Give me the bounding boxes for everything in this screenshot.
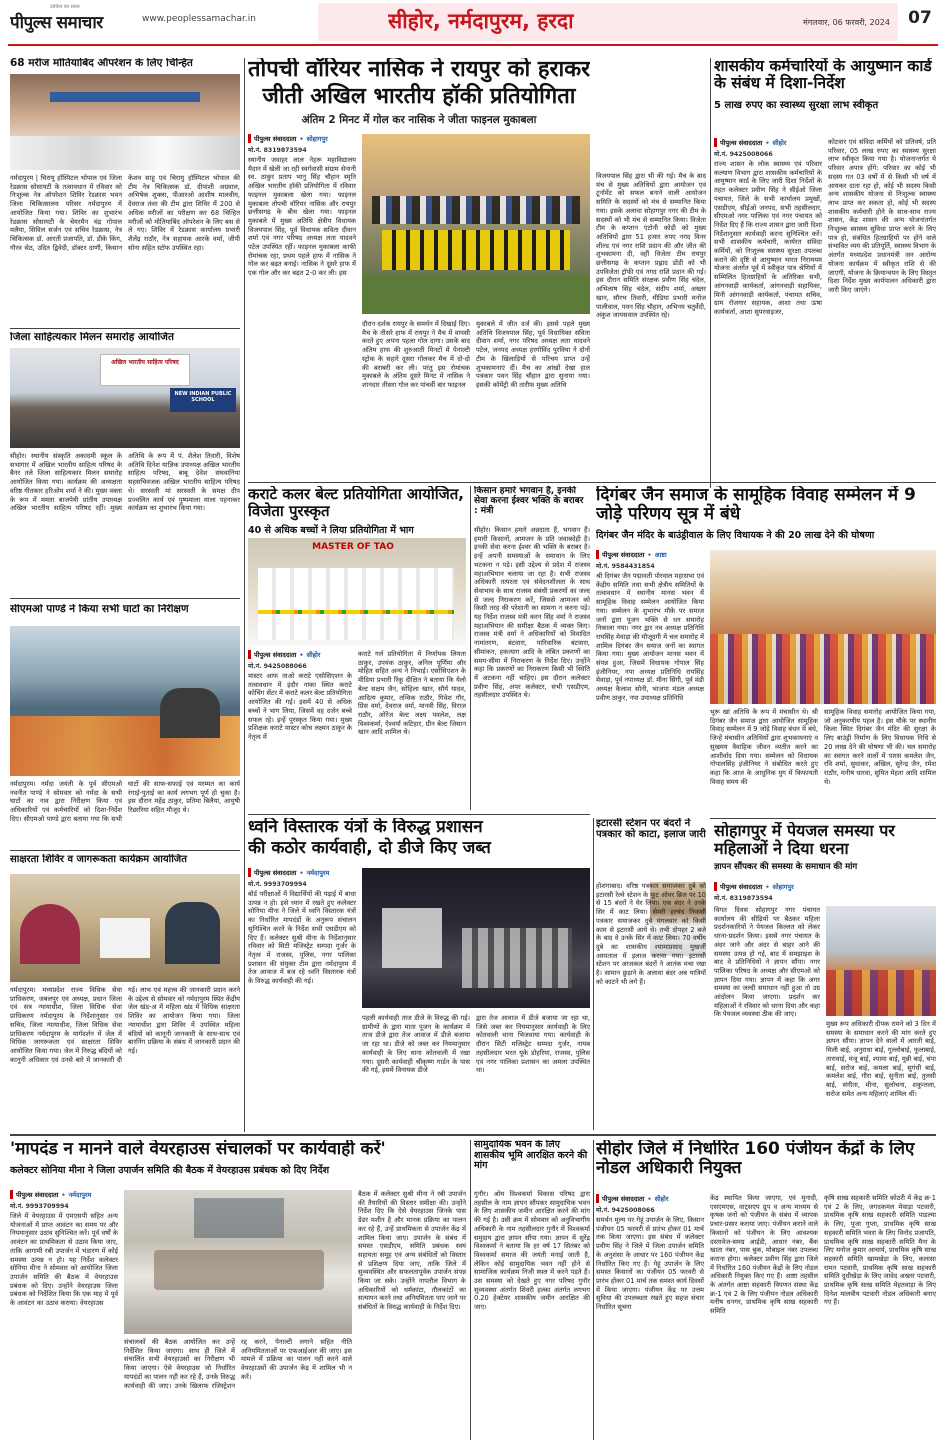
divider (470, 1140, 471, 1440)
story-sakshrata (10, 854, 240, 1132)
edition-banner (318, 3, 898, 41)
story-kisan (474, 486, 590, 810)
story-headline: जिला साहित्यकार मिलन समारोह आयोजित (10, 332, 174, 343)
photo-banner: MASTER OF TAO (312, 542, 394, 552)
story-body-col2: संचालकों की बैठक आयोजित कर उन्हें निर्देशित किया जाएगा। साथ ही जिले में संचालित सभी वेयरहाउसों का निरीक्षण भी किया जाएगा। ऐसे वेयरहाउस जो निर्धारित मापदंडों का पालन नहीं कर रहे हैं, उनके विरुद्ध कार्यवाही की जाए। उनके खिलाफ रजिस्ट्रेशन रद्द करने, पेनाल्टी लगाने सहित नीति अनियमितताओं पर एफआईआर की जाए। इस मामले में प्रक्रिया का पालन नहीं करने वाले वेयरहाउसों की उपार्जन केंद्र में शामिल भी न करें। (124, 1338, 352, 1390)
byline-marker (714, 882, 717, 891)
byline-city: सोहागपुर (772, 883, 794, 891)
divider (10, 1134, 936, 1136)
byline-mobile: मो.नं. 8319873594 (714, 895, 773, 902)
news-photo (10, 74, 240, 170)
byline (596, 1194, 704, 1203)
byline-reporter: पीपुल्स संवाददाता (254, 869, 297, 877)
story-headline: शासकीय कर्मचारियों के आयुष्मान कार्ड के संबंध में दिशा-निर्देश (714, 58, 932, 93)
news-photo (362, 868, 590, 1008)
byline (248, 868, 356, 877)
masthead-rule (8, 44, 938, 46)
news-photo (10, 348, 240, 448)
byline-dot: • (299, 868, 304, 877)
story-subhead: कलेक्टर सोनिया मीना ने जिला उपार्जन समिति की बैठक में वेयरहाउस प्रबंधक को दिए निर्देश (10, 1165, 330, 1177)
byline-mobile: मो.नं. 9993709994 (10, 1203, 69, 1210)
byline-box (248, 650, 352, 670)
story-headline: सोहागपुर में पेयजल समस्या पर महिलाओं ने दिया धरना (714, 822, 895, 858)
byline (248, 650, 352, 659)
byline-city: सीहोर (772, 139, 787, 147)
byline-mobile: मो.नं. 9425008066 (714, 151, 773, 158)
story-sahityakar (10, 332, 240, 596)
story-headline: साक्षरता शिविर व जागरूकता कार्यक्रम आयोजित (10, 854, 187, 865)
issue-date: मंगलवार, 06 फरवरी, 2024 (803, 18, 890, 27)
story-body-col1: समर्थन मूल्य पर गेहूं उपार्जन के लिए, किसान पंजीयन 05 फरवरी से प्रारंभ होकर 01 मार्च तक किया जाएगा। इस संबंध में कलेक्टर प्रवीण सिंह ने जिले में जिला उपार्जन समिति के अनुशंसा के आधार पर 160 पंजीयन केंद्र निर्धारित किए गए हैं। गेहूं उपार्जन के लिए समस्त किसानों का पंजीयन 05 फरवरी से प्रारंभ होकर 01 मार्च तक समस्त कार्य दिवसों में किया जाएगा। पंजीयन केंद्र पर उत्तम सुविधा की उपलब्धता रखते हुए सहज संचार निर्धारित सूचना (596, 1216, 704, 1312)
story-body-col4: विजयपाल सिंह द्वारा भी की गई। मैच के बाद मंच से मुख्य अतिथियों द्वारा आयोजन एवं टूर्नामेंट को सफल बनाने वाली आयोजन समिति के सदस्यों को मंच से सम्मानित किया गया। इसके अलावा सोहागपुर नगर की टीम के सदस्यों को भी मंच से सम्मानित किया। विजेता टीम के कप्तान एंटोनी कोड़ी को मुख्य अतिथियों द्वारा 51 हजार रुपए नगद विनर शील्ड एवं नगर राशि प्रदान की और जीत की शुभकामना दी, वहीं विजेता टीम रायपुर छत्तीसगढ़ के कप्तान प्रह्लाद डोंडी को भी उपविजेता ट्रॉफी एवं नगद राशि प्रदान की गई। इस दौरान समिति संरक्षक प्रवीण सिंह चंदेल, अभिलाष सिंह चंदेल, संदीप शर्मा, अख्तर खान, सौरभ तिवारी, मीडिया प्रभारी मनोज पालीवाल, पवन सिंह चौहान, अभिनय चतुर्वेदी, अंकुश जायसवाल उपस्थित रहे। (596, 172, 706, 320)
byline-marker (248, 134, 251, 143)
story-subhead: ज्ञापन सौंपकर की समस्या के समाधान की मांग (714, 861, 858, 872)
story-body-col3: कृषि साख सहकारी समिति कोठरी में केंद्र क्र-1 एवं 2 के लिए, जगदकमल मेवाड़ा पटवारी, प्राथमिक कृषि साख सहकारी समिति पाडल्या के लिए, पूजा गुप्ता, प्राथमिक कृषि साख सहकारी समिति भवरा के लिए विनोद प्रजापति, प्राथमिक कृषि साख सहकारी समिति मैना के लिए मनोज कुमार आचार्य, प्राथमिक कृषि साख सहकारी समिति खामखेड़ा के लिए, कलासा रामत पटवारी, प्राथमिक कृषि साख सहकारी समिति दुधीखेड़ा के लिए जावेद अख्तर पटवारी, प्राथमिक कृषि साख समिति मेहतवाड़ा के लिए दिनेश मालवीय पटवारी नोडल अधिकारी बनाए गए हैं। (824, 1194, 936, 1307)
byline-mobile: मो.नं. 9425008066 (596, 1207, 655, 1214)
byline-reporter: पीपुल्स संवाददाता (254, 135, 297, 143)
byline-reporter: पीपुल्स संवाददाता (602, 551, 645, 559)
website-link[interactable]: www.peoplessamachar.in (142, 14, 256, 24)
news-photo (124, 1190, 352, 1334)
logo-text: पीपुल्स समाचार (10, 13, 103, 33)
story-karate (248, 486, 466, 810)
divider (10, 328, 240, 329)
byline-dot: • (647, 1194, 652, 1203)
byline-mobile: मो.नं. 9425088066 (248, 663, 307, 670)
edition-title: सीहोर, नर्मदापुरम, हरदा (388, 9, 574, 33)
byline-marker (596, 1194, 599, 1203)
story-headline: ध्वनि विस्तारक यंत्रों के विरुद्ध प्रशासन (248, 818, 483, 837)
lead-headline: तोपची वॉरियर नासिक ने रायपुर को हराकर (248, 58, 590, 82)
story-body: नर्मदापुरम | चिरायु हॉस्पिटल भोपाल एवं जिला रेडक्रास सोसायटी के तत्वावधान में रविवार को निःशुल्क नेत्र ऑपरेशन शिविर रेडक्रास भवन जिला चिकित्सालय परिसर नर्मदापुरम में आयोजित किया गया। शिविर का शुभारंभ रेडक्रास सोसायटी के चेयरमैन चंद्र गोपाल मलैया, सिविल सर्जन एवं सचिव रेडक्रास, नेत्र चिकित्सक डॉ. आरती प्रजापति, डॉ. डीके किंग, गौरव सेठ, उदित द्विवेदी, डॉक्टर दाणी, किसान केशव साहू एवं चिरायु हॉस्पिटल भोपाल की टीम नेत्र चिकित्सक डॉ. दीपांशी अग्रवाल, अभिषेक शुक्ला, पीआरओ आशीष मालवीय, देवराज तंवर की टीम द्वारा शिविर में 200 से अधिक मरीजों का परीक्षण कर 68 चिन्हित मरीजों को मोतियाबिंद ऑपरेशन के लिए बस से ले गए। शिविर में रेडक्रास कार्यालय प्रभारी शैलेंद्र राठौर, नेत्र सहायक आरके वर्मा, जीपी सोना सहित स्टॉफ उपस्थित रहा। (10, 174, 240, 252)
page-number: 07 (908, 8, 932, 28)
story-body-col2: मुख्य रूप अधिकारी दीपक रामने को 3 दिन में समस्या के समाधान करने की मांग करते हुए ज्ञापन सौंपा। ज्ञापन देने वालों में आरती बाई, मिली बाई, अनुराधा बाई, गुल्लोबाई, फूलाबाई, तारावाई, मंजू बाई, श्यामा बाई, मुन्नी बाई, चंपा बाई, सरोज बाई, कमला बाई, सुगंधी बाई, कमलेश बाई, गौरा बाई, सुनीता बाई, तुलसी बाई, संगीता, मीना, सुलोचना, शकुन्तला, सरोज समेत अन्य महिलाएं शामिल थीं। (826, 1020, 936, 1098)
byline-city: नर्मदापुरम (68, 1191, 92, 1199)
byline-box (248, 134, 356, 154)
story-body-col2: कराटे गर्ल प्रतियोगिता में निर्णायक लियता ठाकुर, उपयंक ठाकुर, अनिल पूर्णिमा और मोहित सहित अन्य ने निभाई। एसोसिएशन के मीडिया प्रभारी रिंकू दीक्षित ने बताया कि येलो बेल्ट सक्षम जैन, सोहिला खान, सौर्य यादव, आदित्य कुमार, तन्विक राठौर, गिवेश गौर, प्रिंस वर्मा, देवराज वर्मा, मानवी सिंह, विराज राठौर, ओरेंज बेल्ट लक्ष्य पवलेश, लक्ष विश्वकर्मा, ऐश्वर्या कटिहार, ग्रीन बेल्ट जिसान खान आदि शामिल थे। (358, 650, 466, 737)
byline-reporter: पीपुल्स संवाददाता (720, 883, 763, 891)
story-body-col1: मास्टर आफ ताओ कराटे एसोसिएशन के तत्वावधान में इंदौर नाका स्थित कराटे कोचिंग सेंटर में कराटे कलर बेल्ट प्रतियोगिता आयोजित की गई। इसमें 40 से अधिक बच्चों ने भाग लिया, जिसमें वह दर्जन बच्चे सफल रहे। इन्हें पुरस्कृत किया गया। मुख्य प्रशिक्षक कराटे मास्टर कोच लक्ष्मन ठाकुर के नेतृत्व में (248, 672, 352, 741)
byline-reporter: पीपुल्स संवाददाता (602, 1195, 645, 1203)
story-hockey (248, 58, 590, 478)
story-body: गुनौर। ओम विश्वकर्मा विकास परिषद द्वारा तहसील के नाम ज्ञापन सौंपकर सामुदायिक भवन के लिए शासकीय जमीन आरक्षित करने की मांग की गई है। उसी क्रम में सोमवार को अनुविभागीय अधिकारी के नाम तहसीलदार गुनौर में विश्वकर्मा समुदाय द्वारा ज्ञापन सौंपा गया। ज्ञापन में सुरेंद्र विश्वकर्मा ने बताया कि हर वर्ष 17 सितंबर को विश्वकर्मा समाज की जयंती मनाई जाती है, लेकिन कोई सामुदायिक भवन नहीं होने से सामाजिक कार्यक्रम निजी स्थल में करने पड़ते हैं। उस समस्या को देखते हुए नगर परिषद गुनौर सुव्यवस्था अंतर्गत शिवरी हल्का अंतर्गत लगभग 0.20 हेक्टेयर शासकीय जमीन आरक्षित की जाए। (474, 1190, 590, 1312)
byline-box (596, 550, 704, 570)
byline-city: आष्टा (654, 551, 667, 559)
story-body-col3: बैठक में कलेक्टर सुश्री मीना ने रबी उपार्जन की तैयारियों की विस्तार समीक्षा की। उन्होंने निर्देश दिए कि ऐसे वेयरहाउस जिनके पास ग्रेडर मशीन है और मानक प्रक्रिया का पालन कर रहे हैं, उन्हें प्राथमिकता से उपार्जन केंद्र में शामिल किया जाए। उपार्जन के संबंध में समस्त एसडीएम, समिति प्रबंधक स्वयं सहायता समूह एवं अन्य संबंधितों को विस्तार से प्रशिक्षण दिया जाए, ताकि जिले में सुव्यवस्थित और सफलतापूर्वक उपार्जन संपन्न किया जा सके। उन्होंने नापतौल विभाग के अधिकारियों को धर्मकांटा, तौलकांटों का सत्यापन करने तथा अनियमितता पाए जाने पर संबंधितों के विरुद्ध कार्यवाही के निर्देश दिए। (358, 1190, 466, 1312)
photo-banner: अखिल भारतीय साहित्य परिषद (100, 354, 190, 386)
story-body-col2: दौरान दर्शक रायपुर के समर्थन में दिखाई दिए। मैच के तीसरे हाफ में रायपुर ने मैच में वापसी करते हुए अपना पहला गोल दागा। उसके बाद अंतिम हाफ की शुरुआती मिनटों में पेनाल्टी स्ट्रोक के सहारे दूसरा गोलकर मैच में दो-दो की बराबरी कर ली। परंतु इस रोमांचक मुकाबले के अंतिम दूसरे मिनट में नासिक ने शानदार तीसरा गोल कर पांचवीं बार फाइनल (362, 320, 470, 389)
story-dj (248, 818, 590, 1130)
byline-dot: • (299, 650, 304, 659)
masthead (0, 0, 945, 56)
byline (596, 550, 704, 559)
byline-marker (10, 1190, 13, 1199)
divider (596, 482, 936, 483)
byline-marker (248, 650, 251, 659)
story-body-col2: भूरू खां अतिथि के रूप में मंचासीन थे। श्री दिगंबर जैन समाज द्वारा आयोजित सामूहिक विवाह सम्मेलन में 9 जोड़े विवाह बंधन में बंधे, जिन्हें मंचासीन अतिथियों द्वारा शुभकामनाएं व सुखमय वैवाहिक जीवन व्यतीत करने का आशीर्वाद दिया गया। सम्मेलन को विधायक गोपालसिंह इंजीनियर ने संबोधित करते हुए कहा कि आज के आधुनिक युग में किफायती विवाह समय की (710, 708, 818, 786)
news-photo (826, 906, 936, 1016)
story-cataract (10, 58, 240, 326)
byline (714, 882, 936, 891)
byline (714, 138, 822, 147)
divider (470, 486, 471, 810)
byline-mobile: मो.नं. 8319873594 (248, 147, 307, 154)
story-subhead: 5 लाख रुपए का स्वास्थ्य सुरक्षा लाभ स्वीकृत (714, 99, 879, 111)
story-headline-line2: की कठोर कार्यवाही, दो डीजे किए जब्त (248, 838, 491, 859)
story-headline: किसान हमारे भगवान हैं, इनकी सेवा करना ईश्वर भक्ति के बराबर : मंत्री (474, 486, 584, 517)
story-body-col1: स्थानीय जवाहर लाल नेहरू महाविद्यालय मैदान में खेली जा रही स्वर्गवासी संग्राम सेनानी स्व. ठाकुर प्रताप भानु सिंह चौहान स्मृति अखिल भारतीय हॉकी प्रतियोगिता में रविवार फाइनल मुकाबला खेला गया। फाइनल मुकाबला तोपची वॉरियर नासिक और रायपुर छत्तीसगढ़ के बीच खेला गया। फाइनल मुकाबले में मुख्य अतिथि क्षेत्रीय विधायक विजयपाल सिंह, पूर्व विधायक सविता दीवान शर्मा एवं नगर परिषद अध्यक्ष लता यादवने पटेल उपस्थित रहीं। फाइनल मुकाबला काफी रोमांचक रहा, प्रथम पहले हाफ में नासिक ने गोल कर बढ़त बनाई। नासिक ने दूसरे हाफ में एक गोल और कर बढ़त 2-0 कर ली। इस (248, 156, 357, 278)
byline-reporter: पीपुल्स संवाददाता (720, 139, 763, 147)
byline-reporter: पीपुल्स संवाददाता (254, 651, 297, 659)
photo-school-board: NEW INDIAN PUBLIC SCHOOL (170, 388, 236, 412)
byline-city: सीहोर (654, 1195, 669, 1203)
byline-city: नर्मदापुरम (306, 869, 330, 877)
logo (10, 4, 140, 34)
story-headline: सीएमओ पाण्डे ने किया सभी घाटों का निरीक्षण (10, 604, 189, 615)
byline-box (714, 882, 936, 902)
byline-box (596, 1194, 704, 1214)
news-photo (10, 874, 240, 982)
story-ayushman (714, 58, 936, 478)
story-sohagpur (714, 822, 936, 1130)
story-nodal (596, 1140, 936, 1440)
divider (710, 818, 936, 819)
byline-marker (714, 138, 717, 147)
byline-dot: • (647, 550, 652, 559)
story-headline: 68 मरीज मोतियाबिंद ऑपरेशन के लिए चिन्हित (10, 58, 193, 69)
story-body-col1: श्री दिगंबर जैन पद्मावती पोरवाल महासभा एवं केंद्रीय समिति तथा सभी क्षेत्रीय समितियों के तत्वावधान में स्थानीय मानस भवन में सामूहिक विवाह सम्मेलन आयोजित किया गया। सम्मेलन के शुभारंभ मौके पर समाज जनों द्वारा पूजन भक्ति से धन समारोह निकाला गया। नगर द्वार नव अध्यक्ष प्रतिनिधि रायसिंह मेवाड़ा की मौजूदगी में चल समारोह में शामिल दिगंबर जैन समाज जनों का स्वागत किया गया। मुख्य आयोजन मानस भवन में संपन्न हुआ, जिसमें विधायक गोपाल सिंह इंजीनियर, नपा अध्यक्ष प्रतिनिधि रायसिंह मेवाड़ा, पूर्व नपाध्यक्ष डॉ. मीना सिंगी, पूर्व मंडी अध्यक्ष कैलाश सोनी, भाजपा मंडल अध्यक्ष प्रवीण ठाकुर, नपा उपाध्यक्ष प्रतिनिधि (596, 572, 704, 702)
news-photo (248, 538, 466, 646)
story-body-col3: द्वारा तेज आवाज में डीजे बजाया जा रहा था, जिसे जब्त कर नियमानुसार कार्यवाही के लिए कोतवाली थाना भिजवाया गया। कार्यवाही के दौरान सिटी मजिस्ट्रेट सम्पदा गुर्जर, नायब तहसीलदार भरत यूके डोहरिया, राजस्व, पुलिस एवं नगर पालिका प्रशासन का अमला उपस्थित था। (476, 1014, 590, 1075)
news-photo (10, 626, 240, 776)
story-subhead: 40 से अधिक बच्चों ने लिया प्रतियोगिता में भाग (248, 524, 414, 536)
byline-box (714, 138, 822, 158)
story-body-col2: कोटवार एवं संविदा कर्मियों को प्रतिवर्ष, प्रति परिवार, 05 लाख रुपए का स्वास्थ्य सुरक्षा लाभ स्वीकृत किया गया है। योजनान्तर्गत ये परिवार अपात्र होंगे: परिवार का कोई भी सदस्य गत 03 वर्षों में से किसी भी वर्ष में आयकर दाता रहा हो, कोई भी सदस्य किसी अन्य शासकीय योजना से निःशुल्क स्वास्थ्य लाभ प्राप्त कर सकता हो, कोई भी सदस्य शासकीय कर्मचारी होने के साथ-साथ राज्य शासन, केंद्र शासन की अन्य योजनांतर्गत निःशुल्क स्वास्थ्य सुविधा प्राप्त करने के लिए पात्र हो, संबंधित हितग्राहियों पर होने वाले संभावित व्यय की प्रतिपूर्ति, स्वास्थ्य विभाग के अंतर्गत मध्यप्रदेश प्रधानमंत्री जन आरोग्य योजना कार्यक्रम में स्वीकृत राशि से की जाएगी, योजना के क्रियान्वयन के लिए विस्तृत दिशा निर्देश मुख्य कार्यपालन अधिकारी द्वारा जारी किए जाएंगे। (828, 138, 936, 294)
divider (244, 58, 245, 1132)
team-photo (362, 134, 590, 314)
story-body: नर्मदापुरम। नर्मदा जयंती के पूर्व सीएमओ नवनीत पाण्डे ने सोमवार को नर्मदा के सभी घाटों का नाव द्वारा निरीक्षण किया एवं अधिकारियों एवं कर्मचारियों को दिशा-निर्देश दिए। सीएमओ पाण्डे द्वारा बताया गया कि सभी घाटों की साफ-सफाई एवं मरम्मत का कार्य रंगाई-पुताई का कार्य लगभग पूर्ण हो चुका है। इस दौरान महेंद्र ठाकुर, प्रतिमा बिलैया, आयुषी रिछारिया सहित मौजूद थे। (10, 780, 240, 823)
story-headline: दिगंबर जैन समाज के सामूहिक विवाह सम्मेलन में 9 जोड़े परिणय सूत्र में बंधे (596, 486, 916, 525)
byline-box (10, 1190, 118, 1210)
story-body: नर्मदापुरम। मध्यप्रदेश राज्य विधिक सेवा प्राधिकरण, जबलपुर एवं अध्यक्ष, प्रधान जिला एवं सत्र न्यायाधीश, जिला विधिक सेवा प्राधिकरण नर्मदापुरम के निर्देशानुसार एवं सचिव, जिला न्यायाधीश, जिला विधिक सेवा प्राधिकरण नर्मदापुरम के मार्गदर्शन में जेल में विधिक जागरूकता एवं साक्षरता शिविर आयोजित किया गया। जेल में निरुद्ध बंदियों को कानूनी अधिकार एवं उनसे बारे में जानकारी दी गई। लाभ एवं महत्त्व की जानकारी प्रदान करने के उद्देश्य से सोमवार को नर्मदापुरम स्थित केंद्रीय जेल खंड-अ में महिला खंड में विधिक साक्षरता शिविर का आयोजन किया गया। जिला न्यायाधीश द्वारा शिविर में उपस्थित महिला बंदियों को कानूनी जानकारी के साथ-साथ एवं बारनिंग प्रक्रिया के संबंध में जानकारी प्रदान की गई। (10, 986, 240, 1064)
byline-marker (248, 868, 251, 877)
byline-mobile: मो.नं. 9993709994 (248, 881, 307, 888)
story-body-col2: पहली कार्यवाही ताज डीजे के विरुद्ध की गई। ग्रामीणों के द्वारा माता पूजन के कार्यक्रम में ताज डीजे द्वारा तेज आवाज में डीजे बजाया जा रहा था। डीजे को जब्त कर नियमानुसार कार्यवाही के लिए थाना कोतवाली में रखा गया। दूसरी कार्यवाही श्रीकृष्ण गार्डन के पास की गई, इसमें विनायक डीजे (362, 1014, 470, 1075)
story-body-col3: सामूहिक विवाह समारोह आयोजित किया गया, जो अनुकरणीय पहल है। इस मौके पर स्थानीय किला स्थित दिगंबर जैन मंदिर की सुरक्षा के लिए बाउंड्री निर्माण के लिए विधायक निधि से 20 लाख देने की घोषणा भी की। चल समारोह का स्वागत करने वालों में पारस कमलेश जैन, रवि शर्मा, सुधाकर, अखिल, सुरेन्द्र जैन, रमेश राठौर, मनीष धारवा, सुमित मेहता आदि शामिल थे। (824, 708, 936, 786)
story-warehouse (10, 1140, 466, 1440)
byline-dot: • (299, 134, 304, 143)
divider (593, 1140, 594, 1440)
byline-box (248, 868, 356, 888)
story-headline: सीहोर जिले में निर्धारित 160 पंजीयन केंद्रों के लिए नोडल अधिकारी नियुक्त (596, 1140, 915, 1179)
story-ghats (10, 604, 240, 848)
byline (248, 134, 356, 143)
news-photo (710, 550, 936, 704)
story-body-col2: केंद्र स्थापित किया जाएगा, एवं मुनादी, एसएमएस, वाट्सएप ग्रुप व अन्य माध्यम से कृषक जनों को पंजीयन के संबंध में व्यापक प्रचार-प्रसार कराया जाए। पंजीयन कराने वाले किसानों को पंजीयन के लिए आवश्यक दस्तावेज-समग्र आईडी, आधार नंबर, बैंक खाता नंबर, पास बुक, मोबाइल नंबर उपलब्ध कराना होगा। कलेक्टर प्रवीण सिंह द्वारा जिले में निर्धारित 160 पंजीयन केंद्रों के लिए नोडल अधिकारी नियुक्त किए गए हैं। आष्टा तहसील के अंतर्गत आष्टा सहकारी विपणन संस्था केंद्र क्र-1 एवं 2 के लिए पंजीयन नोडल अधिकारी मनीष धनगर, प्राथमिक कृषि साख सहकारी समिति (710, 1194, 818, 1316)
byline-city: सीहोर (306, 651, 321, 659)
story-body-col1: जिले में वेयरहाउस में एमएसपी सहित अन्य योजनाओं में प्राप्त आवंटन का समय पर और नियमानुसार उठाव सुनिश्चित करें। पूर्व वर्षों के आवंटन का प्राथमिकता से उठाव किया जाए, ताकि आगामी रबी उपार्जन में भंडारण में कोई समस्या उत्पन्न न हो। यह निर्देश कलेक्टर सोनिया मीना ने सोमवार को आयोजित जिला उपार्जन समिति की बैठक में वेयरहाउस प्रबंधक को दिए। उन्होंने वेयरहाउस जिला प्रबंधक को निर्देशित किया कि एक माह में पूर्व के आवंटन का उठाव कराया। वेयरहाउस (10, 1212, 118, 1308)
byline-dot: • (765, 882, 770, 891)
story-body-col1: बोर्ड परीक्षाओं में विद्यार्थियों की पढ़ाई में बाधा उत्पन्न न हो। इसे ध्यान में रखते हुए कलेक्टर सोनिया मीना ने जिले में ध्वनि विस्तारक यंत्रों का निर्धारित मापदंडों के अनुरूप संचालन सुनिश्चित करने के निर्देश सभी एसडीएम को दिए हैं। कलेक्टर सुश्री मीना के निर्देशानुसार रविवार को सिटी मजिस्ट्रेट सम्पदा गुर्जर के नेतृत्व में राजस्व, पुलिस, नगर पालिका प्रशासन की संयुक्त टीम द्वारा नर्मदापुरम में तेज आवाज में बज रहे ध्वनि विस्तारक यंत्रों के विरुद्ध कार्यवाही की गई। (248, 890, 356, 986)
story-headline: सामुदायिक भवन के लिए शासकीय भूमि आरक्षित करने की मांग (474, 1140, 588, 1172)
story-body: होशंगाबाद। वरिष्ठ पत्रकार समाजकर दुबे को इटारसी रेल्वे स्टेशन के फूट ओवर ब्रिज पर 10 से 15 बंदरों ने घेर लिया। एक बंदर ने उनके सिर में काट लिया। सेमरी हरचंद निवासी पत्रकार समाजकर दुबे मंगलवार को किसी काम से इटारसी आये थे। तभी दोपहर 2 बजे के बाद वे उनके सिर में काट लिया। 70 वर्षीय दुबे का शासकीय श्यामाप्रसाद मुखर्जी अस्पताल में इलाज कराया गया। इटारसी स्टेशन पर आजकल बंदरों ने आतंक मचा रखा है। सामान छुड़ाने के अलावा बंदर अब यात्रियों को काटने भी लगे हैं। (596, 882, 706, 986)
byline-dot: • (61, 1190, 66, 1199)
story-body-col1: विगत दिवस सोहागपुर नगर पंचायत कार्यालय की सीढ़ियों पर बैठकर महिला प्रदर्शनकारियों ने पेयजल किल्लत को लेकर धरना-प्रदर्शन किया। इससे नगर पंचायत के अंदर जाने और अंदर से बाहर आने की समस्या उत्पन्न हो गई, बाद में समझाइश के बाद वे प्रतिनिधियों ने ज्ञापन सौंपा। नगर पालिका परिषद के अध्यक्ष और सीएमओ को ज्ञापन दिया गया। ज्ञापन में कहा कि अगर समस्या का जल्दी समाधान नहीं हुआ तो उग्र आंदोलन किया जाएगा। प्रदर्शन कर महिलाओं ने रविवार को धरना दिया और कहा कि पेयजल व्यवस्था ठीक की जाए। (714, 906, 820, 1019)
logo-tag: दायित्व का सफ़र (50, 4, 80, 10)
lead-subhead: अंतिम 2 मिनट में गोल कर नासिक ने जीता फाइनल मुकाबला (301, 114, 537, 127)
divider (10, 598, 240, 599)
divider (248, 814, 590, 815)
story-body: सीहोर। किसान हमारे अन्नदाता हैं, भगवान हैं। हमारी किसानों, आमजन के प्रति जवाबदेही है। इनकी सेवा करना ईश्वर की भक्ति के बराबर है। इन्हें अपनी समस्याओं के समाधान के लिए भटकना न पड़े। इसी उद्देश्य से प्रदेश में राजस्व महाअभियान चलाया जा रहा है। सभी राजस्व अधिकारी तत्परता एवं संवेदनशीलता के साथ सेवाभाव के साथ राजस्व संबंधी प्रकरणों का जल्द से जल्द निराकरण करें, जिससे आमजन को किसी तरह की परेशानी का सामना न करना पड़े। यह निर्देश राजस्व मंत्री करन सिंह वर्मा ने राजस्व महाअभियान की समीक्षा बैठक में व्यक्त किए। राजस्व मंत्री वर्मा ने अधिकारियों को विवादित नामांतरण, बंटवारा, पारिवारिक बंटवारा, सीमांकन, हकत्याग आदि के लंबित प्रकरणों का समय-सीमा में निराकरण के निर्देश दिए। उन्होंने कहा कि प्रकरणों का निराकरण किसी भी स्थिति में अटकना नहीं चाहिए। इस दौरान कलेक्टर प्रवीण सिंह, अपर कलेक्टर, सभी एसडीएम, तहसीलदार उपस्थित थे। (474, 526, 590, 700)
story-headline: 'मापदंड न मानने वाले वेयरहाउस संचालकों पर कार्यवाही करें' (10, 1140, 386, 1159)
story-body-col3: मुकाबले में जीत दर्ज की। इससे पहले मुख्य अतिथि विजयपाल सिंह, पूर्व विधायिका सविता दीवान शर्मा, नगर परिषद अध्यक्ष लता यादवने पटेल, जनपद अध्यक्ष हरगोविंद पुरविया ने दोनों टीम के खिलाड़ियों से परिचय प्राप्त उन्हें शुभकामनाएं दीं। मैच का आंखों देखा हाल पत्रकार पवन सिंह चौहान द्वारा सुनाया गया। इसकी कॉमेंट्री की तारीफ मुख्य अतिथि (476, 320, 590, 389)
divider (10, 850, 240, 851)
story-headline: इटारसी स्टेशन पर बंदरों ने पत्रकार को काटा, इलाज जारी (596, 818, 706, 841)
lead-headline-line2: जीती अखिल भारतीय हॉकी प्रतियोगिता (262, 83, 576, 109)
story-body: सीहोर। स्थानीय संस्कृति अकादमी स्कूल के सभागार में अखिल भारतीय साहित्य परिषद के बैनर तले जिला साहित्यकार मिलन समारोह आयोजित किया गया। कार्यक्रम की अध्यक्षता वरिष्ठ गीतकार हरिओम शर्मा ने की। मुख्य वक्ता के रूप में ममता बाजपेयी प्रांतीय उपाध्यक्ष अखिल भारतीय साहित्य परिषद रहीं। मुख्य अतिथि के रूप में पं. शैलेश तिवारी, विशेष अतिथि दिनेश याज्ञिक उपाध्यक्ष अखिल भारतीय साहित्य परिषद, बाबू देवेश संघवानिया सहसचिवजक अखिल भारतीय साहित्य परिषद थे। सरस्वती मां सरस्वती के समक्ष दीप प्रज्वलित कार्य एवं पुष्पमाला माला पहनाकर कार्यक्रम का शुभारंभ किया गया। (10, 452, 240, 513)
story-bhawan (474, 1140, 590, 1440)
divider (710, 58, 711, 488)
byline (10, 1190, 118, 1199)
story-body-col1: राज्य शासन के लोक स्वास्थ्य एवं परिवार कल्याण विभाग द्वारा शासकीय कर्मचारियों के आयुष्मान कार्ड के लिए जारी दिशा निर्देशों के तहत कलेक्टर प्रवीण सिंह ने सीईओ जिला पंचायत, जिले के सभी कार्यालय प्रमुखों, एसडीएम, सीईओ जनपद, सभी तहसीलदार, सीएमओ नगर पालिका एवं नगर पंचायत को निर्देश दिए हैं कि राज्य शासन द्वारा जारी दिशा निर्देशानुसार कार्यवाही करना सुनिश्चित करें। सभी शासकीय कर्मचारी, कार्यरत संविदा कर्मियों, को निःशुल्क स्वास्थ्य सुरक्षा उपलब्ध कराने की दृष्टि से आयुष्मान भारत निरामयम योजना अंतर्गत पूर्व में स्वीकृत पात्र श्रेणियों में सम्मिलित हितग्राहियों के अतिरिक्त सभी, आंगनवाड़ी कार्यकर्ता, आंगनवाड़ी सहायिका, मिनी आंगनवाड़ी कार्यकर्ता, पंचायत सचिव, ग्राम रोजगार सहायक, आशा तथा ऊषा कार्यकर्ता, आशा सुपरवाइजर, (714, 160, 822, 316)
story-jain (596, 486, 936, 814)
byline-marker (596, 550, 599, 559)
divider (593, 818, 594, 1130)
story-itarsi (596, 818, 706, 1130)
byline-dot: • (765, 138, 770, 147)
story-subhead: दिगंबर जैन मंदिर के बाउंड्रीवाल के लिए विधायक ने की 20 लाख देने की घोषणा (596, 530, 875, 542)
byline-city: सोहागपुर (306, 135, 328, 143)
byline-reporter: पीपुल्स संवाददाता (16, 1191, 59, 1199)
story-headline: कराटे कलर बेल्ट प्रतियोगिता आयोजित, विजेता पुरस्कृत (248, 486, 464, 520)
byline-mobile: मो.नं. 9584431854 (596, 563, 655, 570)
